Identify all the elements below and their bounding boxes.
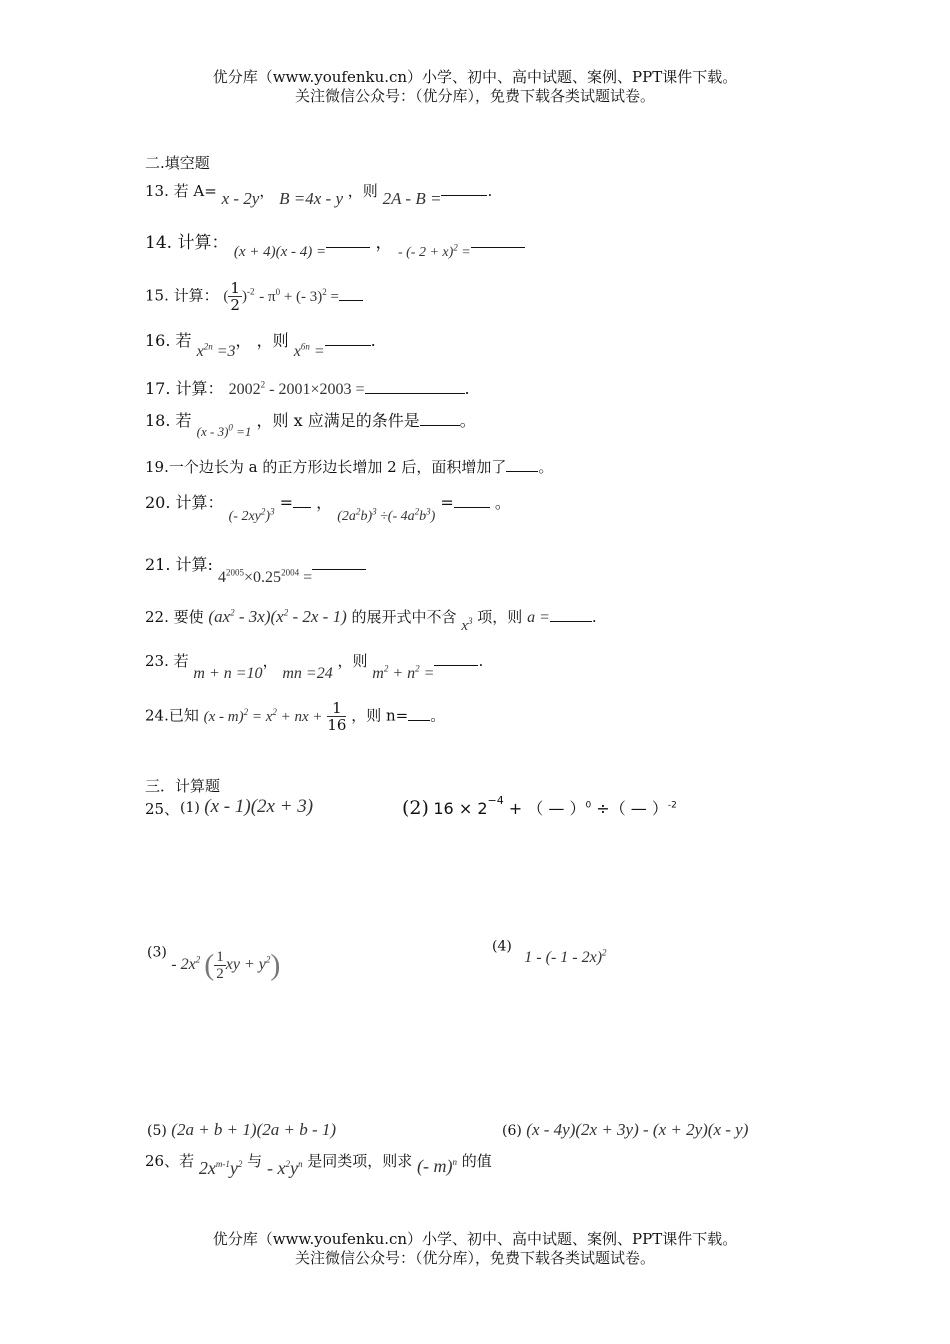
q20-answer-blank-2[interactable] (454, 493, 490, 508)
section-title-fill-blank: 二.填空题 (145, 154, 210, 172)
q24-answer-blank[interactable] (408, 706, 430, 721)
q26-term-2: - $x^2y^n$ (266, 1158, 303, 1178)
question-15: 15. 计算： ( $\frac{1}{2}$ )$^{-2} - \pi^0$ + (- 3)$^2$ = (145, 280, 363, 313)
q14-expr-1: (x + 4)(x - 4) = (233, 244, 327, 260)
q26-post-text: 是同类项，则求 (307, 1152, 413, 1170)
q16-answer-blank[interactable] (325, 331, 371, 346)
q15-prefix: 15. 计算： (145, 286, 219, 305)
q26-and: 与 (247, 1152, 263, 1170)
q20-prefix: 20. 计算： (145, 493, 224, 512)
q26-prefix: 26、若 (145, 1152, 195, 1170)
q19-answer-blank[interactable] (506, 457, 538, 472)
q25-part-3: $(3) - 2x^2$ ( $\frac{1}{2}$ xy + $y^2$) (147, 944, 281, 982)
q24-fraction: $\frac{1}{16}$ (327, 699, 347, 734)
q25-part-3-expr: - $2x^2$ ( $\frac{1}{2}$ xy + $y^2$) (171, 948, 281, 982)
section-title-calculation: 三．计算题 (145, 777, 221, 795)
q25-part-1-expr: (x - 1)(2x + 3) (204, 796, 314, 817)
q25-part-5-expr: (2a + b + 1)(2a + b - 1) (171, 1120, 337, 1139)
q23-then: ，则 (337, 652, 368, 670)
question-23: 23. 若 m + n =10， mn =24 ，则 $m^2 + n^2$ =. (145, 652, 484, 682)
q18-prefix: 18. 若 (145, 411, 192, 430)
question-22: 22. 要使 $(ax^2 - 3x)(x^2 - 2x - 1)$ 的展开式中不含 $x^3$ 项，则 a = . (145, 607, 597, 634)
q25-part-5: (5) (2a + b + 1)(2a + b - 1) (147, 1120, 337, 1139)
q13-then: ，则 (347, 182, 378, 200)
q23-prefix: 23. 若 (145, 652, 189, 670)
q14-answer-blank-1[interactable] (326, 233, 370, 248)
q26-target: (- m)$^n$ (417, 1156, 457, 1176)
q24-expr: $(x - m)^2 = x^2$ + nx + (203, 706, 323, 725)
q14-prefix: 14. 计算： (145, 233, 229, 253)
q13-prefix: 13. 若 A= (145, 182, 217, 200)
q26-term-1: $2x^{m-1}y^2$ (198, 1158, 243, 1178)
q13-target-expr: 2A - B = (382, 189, 442, 208)
q23-expr-2: mn =24 (282, 665, 333, 682)
footer-line-2: 关注微信公众号：（优分库），免费下载各类试题试卷。 (294, 1249, 655, 1267)
q23-answer-blank[interactable] (434, 651, 478, 666)
q25-part-6: (6) (x - 4y)(2x + 3y) - (x + 2y)(x - y) (502, 1120, 749, 1139)
question-17: 17. 计算： 2002$^2$ - 2001×2003 = . (145, 379, 470, 398)
q17-answer-blank[interactable] (365, 379, 465, 394)
q24-post-text: ，则 n= (351, 706, 409, 725)
q15-answer-blank[interactable] (339, 286, 363, 301)
q16-then: ，则 (256, 331, 289, 350)
q15-expr: - $\pi^0$ + (- 3)$^2$ = (259, 286, 339, 305)
q24-prefix: 24.已知 (145, 706, 199, 725)
question-20: 20. 计算： (- $2xy^2)^3$ = ， $(2a^2b)^3$ ÷(- $4a^2b^3$) = 。 (145, 493, 511, 524)
q13-a-expr: x - 2y (221, 189, 260, 208)
q17-expr: 2002$^2$ - 2001×2003 = (228, 379, 365, 398)
q20-expr-2: $(2a^2b)^3$ ÷(- $4a^2b^3$) (337, 506, 436, 524)
q22-mid-text: 的展开式中不含 (351, 608, 457, 626)
q23-target: $m^2 + n^2$ = (372, 663, 435, 682)
q14-answer-blank-2[interactable] (471, 233, 525, 248)
q21-prefix: 21. 计算: (145, 555, 213, 574)
q25-part-2-expr: $16 \times 2^{-4}$ + （ — ）$^0$ ÷（ — ）$^{-2}$ (433, 793, 677, 818)
q19-text: 19.一个边长为 a 的正方形边长增加 2 后，面积增加了 (145, 458, 507, 476)
q22-prefix: 22. 要使 (145, 608, 204, 626)
q16-condition: $x^{2n} =3$ (196, 341, 236, 360)
q18-expr: (x - 3)0 =1 (196, 422, 252, 439)
question-18: 18. 若 $_{(x - 3)^0 =1}$ ，则 x 应满足的条件是 。 (145, 411, 476, 439)
question-19: 19.一个边长为 a 的正方形边长增加 2 后，面积增加了 。 (145, 458, 554, 476)
footer-line-1: 优分库（www.youfenku.cn）小学、初中、高中试题、案例、PPT课件下载。 (212, 1230, 738, 1248)
q17-prefix: 17. 计算： (145, 379, 224, 398)
header-line-2: 关注微信公众号：（优分库），免费下载各类试题试卷。 (294, 87, 655, 105)
q13-answer-blank[interactable] (441, 181, 487, 196)
q13-b-expr: B =4x - y (279, 189, 343, 208)
question-14: 14. 计算： (x + 4)(x - 4) = ， $_{- (- 2 + x)^2 =}$ (145, 228, 525, 253)
question-16: 16. 若 $x^{2n} =3$， ，则 $x^{6n}$ =. (145, 331, 376, 360)
q23-expr-1: m + n =10 (193, 665, 263, 682)
q18-answer-blank[interactable] (420, 411, 460, 426)
q22-post-text: 项，则 (477, 608, 523, 626)
q18-condition-text: ，则 x 应满足的条件是 (256, 411, 420, 430)
question-21 (145, 552, 366, 586)
q20-answer-blank-1[interactable] (293, 493, 311, 508)
q25-part-6-expr: (x - 4y)(2x + 3y) - (x + 2y)(x - y) (526, 1120, 749, 1139)
q25-part-4-expr: 1 - (- 1 - 2x)$^2$ (524, 948, 607, 967)
q26-end: 的值 (461, 1152, 492, 1170)
q25-part-2: (2) $16 \times 2^{-4}$ + （ — ）$^0$ ÷（ — ）$^{-2}$ (402, 793, 677, 819)
q25-part-1: (1) (x - 1)(2x + 3) (180, 796, 314, 817)
q16-prefix: 16. 若 (145, 331, 192, 350)
q16-target: $x^{6n}$ = (293, 341, 325, 360)
q14-expr-2: - (- 2 + x)2 = (397, 242, 471, 260)
q25-label: 25、 (145, 800, 180, 818)
q22-answer-blank[interactable] (550, 607, 592, 622)
q25-part-4: (4) 1 - (- 1 - 2x)$^2$ (492, 938, 607, 967)
q20-expr-1: (- $2xy^2)^3$ (228, 506, 275, 524)
question-24: 24.已知 $(x - m)^2 = x^2$ + nx + $\frac{1}{16}$ ，则 n= 。 (145, 699, 446, 734)
q15-fraction: $\frac{1}{2}$ (230, 279, 240, 314)
header-line-1: 优分库（www.youfenku.cn）小学、初中、高中试题、案例、PPT课件下载。 (212, 68, 738, 86)
q22-term: $x^3$ (461, 616, 473, 634)
q21-expr: $4^{2005}\times 0.25^{2004}$ = (218, 567, 313, 586)
question-13: 13. 若 A= x - 2y， B =4x - y ，则 2A - B = . (145, 182, 493, 208)
q22-var: a = (527, 609, 550, 626)
q22-expr: $(ax^2 - 3x)(x^2 - 2x - 1)$ (208, 607, 347, 626)
question-26 (145, 1150, 492, 1178)
q21-answer-blank[interactable] (312, 555, 366, 570)
